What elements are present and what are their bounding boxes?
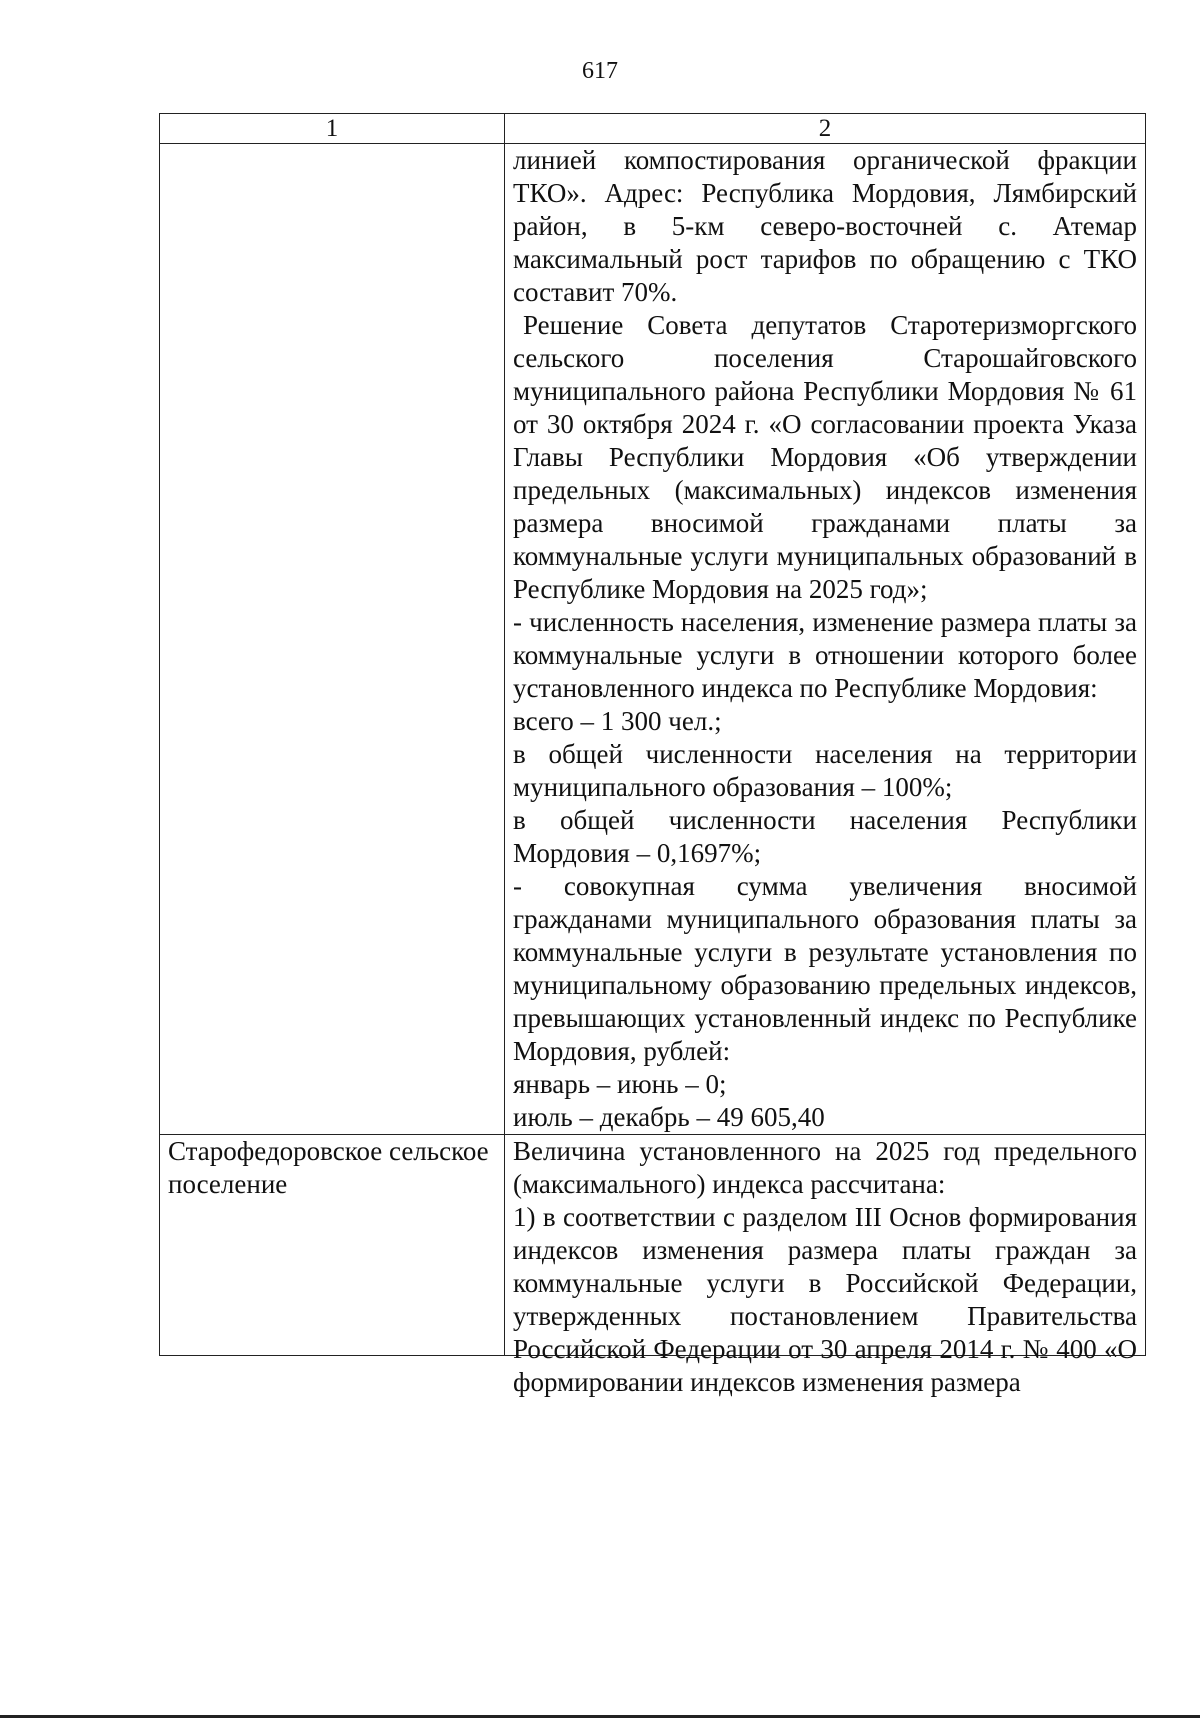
- paragraph: 1) в соответствии с разделом III Основ формирования индексов изменения размера платы граждан за коммунальные услуги в Российской Федерации, утвержденных постановлением Правительства Российской Федерации от 30 апреля 2014 г. № 400 «О формировании индексов изменения размера: [513, 1202, 1137, 1397]
- paragraph: в общей численности населения Республики Мордовия – 0,1697%;: [513, 805, 1137, 868]
- paragraph: - совокупная сумма увеличения вносимой гражданами муниципального образования платы за коммунальные услуги в результате установления по муниципальному образованию предельных индексов, превышающих установленный индекс по Республике Мордовия, рублей:: [513, 871, 1137, 1066]
- row-2-col-2: [505, 1135, 1146, 1397]
- row-2-content: [513, 1135, 1137, 1397]
- column-1-header: 1: [160, 114, 505, 144]
- paragraph: линией компостирования органической фракции ТКО». Адрес: Республика Мордовия, Лямбирский район, в 5-км северо-восточней с. Атемар максимальный рост тарифов по обращению с ТКО составит 70%.: [513, 145, 1137, 307]
- paragraph: всего – 1 300 чел.;: [513, 706, 722, 736]
- document-table: [159, 113, 1146, 1397]
- scan-edge-line: [0, 1715, 1200, 1718]
- table-header-row: [160, 114, 1146, 144]
- page-number: 617: [582, 58, 618, 84]
- table-row: [160, 1135, 1146, 1356]
- row-2-col-1: Старофедоровское сельское поселение: [160, 1135, 505, 1356]
- table-row: [160, 144, 1146, 1135]
- paragraph: январь – июнь – 0;: [513, 1069, 727, 1099]
- paragraph: Величина установленного на 2025 год предельного (максимального) индекса рассчитана:: [513, 1136, 1137, 1199]
- row-1-col-1: [160, 144, 505, 1135]
- column-2-header: 2: [505, 114, 1146, 144]
- row-1-col-2: [505, 144, 1146, 1135]
- paragraph: Решение Совета депутатов Старотеризморгского сельского поселения Старошайговского муниципального района Республики Мордовия № 61 от 30 октября 2024 г. «О согласовании проекта Указа Главы Республики Мордовия «Об утверждении предельных (максимальных) индексов изменения размера вносимой гражданами платы за коммунальные услуги муниципальных образований в Республике Мордовия на 2025 год»;: [513, 310, 1137, 604]
- paragraph: июль – декабрь – 49 605,40: [513, 1102, 825, 1132]
- paragraph: в общей численности населения на территории муниципального образования – 100%;: [513, 739, 1137, 802]
- paragraph: - численность населения, изменение размера платы за коммунальные услуги в отношении которого более установленного индекса по Республике Мордовия:: [513, 607, 1137, 703]
